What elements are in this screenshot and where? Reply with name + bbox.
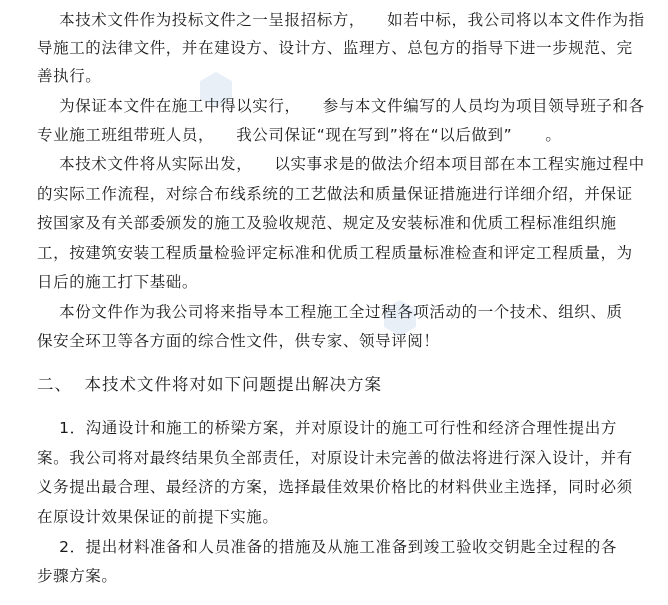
paragraph-1-line-3: 善执行。 (37, 67, 102, 85)
item-1-line-1: 1．沟通设计和施工的桥梁方案，并对原设计的施工可行性和经济合理性提出方 (37, 419, 617, 437)
paragraph-1-line-2: 导施工的法律文件，并在建设方、设计方、监理方、总包方的指导下进一步规范、完 (37, 39, 633, 57)
item-1-line-3: 义务提出最合理、最经济的方案，选择最佳效果价格比的材料供业主选择，同时必须 (37, 478, 633, 496)
paragraph-4-line-1: 本份文件作为我公司将来指导本工程施工全过程各项活动的一个技术、组织、质 (37, 303, 623, 321)
paragraph-3-line-2: 的实际工作流程，对综合布线系统的工艺做法和质量保证措施进行详细介绍，并保证 (37, 185, 633, 203)
paragraph-3-line-1: 本技术文件将从实际出发， 以实事求是的做法介绍本项目部在本工程实施过程中 (37, 155, 645, 173)
paragraph-4-line-2: 保安全环卫等各方面的综合性文件，供专家、领导评阅！ (37, 332, 440, 350)
section-heading: 二、 本技术文件将对如下问题提出解决方案 (37, 375, 382, 394)
paragraph-2-line-2: 专业施工班组带班人员， 我公司保证“现在写到”将在“以后做到” 。 (37, 126, 562, 144)
item-2-line-1: 2．提出材料准备和人员准备的措施及从施工准备到竣工验收交钥匙全过程的各 (37, 538, 617, 556)
paragraph-3-line-4: 工，按建筑安装工程质量检验评定标准和优质工程质量标准检查和评定工程质量，为 (37, 244, 633, 262)
paragraph-3-line-3: 按国家及有关部委颁发的施工及验收规范、规定及安装标准和优质工程标准组织施 (37, 214, 617, 232)
item-1-line-2: 案。我公司将对最终结果负全部责任，对原设计未完善的做法将进行深入设计，并有 (37, 449, 633, 467)
item-1-line-4: 在原设计效果保证的前提下实施。 (37, 508, 279, 526)
item-2-line-2: 步骤方案。 (37, 567, 118, 585)
paragraph-2-line-1: 为保证本文件在施工中得以实行， 参与本文件编写的人员均为项目领导班子和各 (37, 97, 645, 115)
paragraph-1-line-1: 本技术文件作为投标文件之一呈报招标方， 如若中标，我公司将以本文件作为指 (37, 11, 645, 29)
paragraph-3-line-5: 日后的施工打下基础。 (37, 273, 199, 291)
